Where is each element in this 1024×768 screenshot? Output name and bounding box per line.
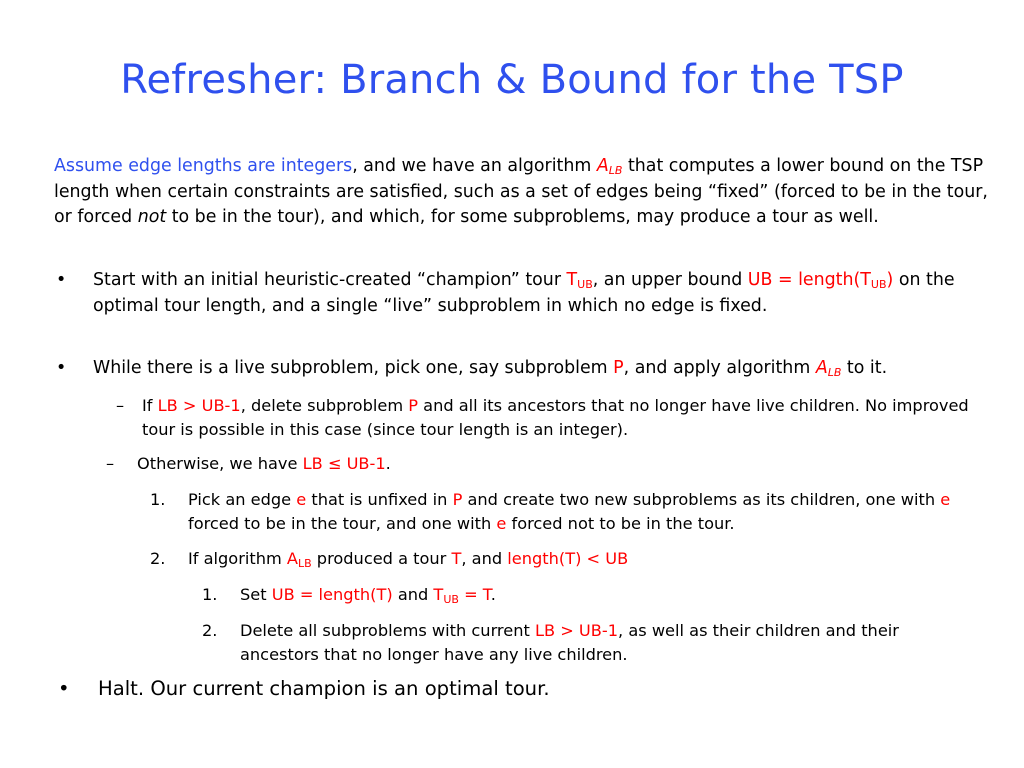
bullet-marker: •: [56, 270, 67, 290]
step-branch: [150, 488, 1000, 538]
substep-number: 2.: [202, 621, 218, 640]
case-text: If LB > UB-1, delete subproblem P and all its ancestors that no longer have live children. No improved tour is possible in this case (since tour length is an integer).: [142, 396, 969, 439]
substep-text: Delete all subproblems with current LB > UB-1, as well as their children and their ancestors that no longer have any live children.: [240, 621, 899, 664]
intro-paragraph: [54, 154, 1004, 231]
not-emphasis: not: [137, 207, 167, 227]
bullet-text: While there is a live subproblem, pick one, say subproblem P, and apply algorithm $A_{LB}$ to it.: [93, 358, 888, 379]
intro-text-3: to be in the tour), and which, for some subproblems, may produce a tour as well.: [166, 207, 879, 227]
substep-text: Set UB = length(T) and $T_{UB} = T$.: [240, 585, 496, 606]
prune-condition: LB > UB-1: [157, 396, 241, 415]
intro-text-2: that computes a lower bound on the TSP length when certain constraints are satisfied, such as a set of edges being “fixed” (forced to be in the tour, or forced: [54, 156, 988, 227]
bullet-text: Start with an initial heuristic-created “champion” tour $T_{UB}$, an upper bound UB = $length(T_{UB})$ on the optimal tour length, and a single “live” subproblem in which no edge is fixed.: [93, 270, 955, 316]
case-prune: [116, 394, 996, 444]
dash-marker: –: [106, 454, 115, 473]
edge-symbol: e: [940, 490, 951, 509]
update-champion: $T_{UB} = T$: [433, 585, 491, 606]
bullet-start: [56, 268, 1006, 348]
dash-marker: –: [116, 396, 125, 415]
integer-assumption: Assume edge lengths are integers: [54, 156, 353, 176]
subproblem-symbol: P: [613, 358, 624, 378]
prune-condition: LB > UB-1: [534, 621, 619, 640]
slide-title: Refresher: Branch & Bound for the TSP: [120, 57, 904, 103]
algorithm-symbol: $A_{LB}$: [815, 358, 842, 379]
bullet-halt: [58, 675, 958, 705]
improvement-condition: length(T) < UB: [507, 549, 629, 568]
substep-set-champion: [202, 583, 1002, 609]
edge-symbol: e: [496, 514, 507, 533]
case-text: Otherwise, we have LB ≤ UB-1.: [137, 454, 391, 473]
bullet-text: Halt. Our current champion is an optimal tour.: [98, 677, 550, 700]
step-number: 2.: [150, 549, 166, 568]
step-text: If algorithm $A_{LB}$ produced a tour T, and length(T) < UB: [188, 549, 629, 570]
bullet-marker: •: [56, 358, 67, 378]
subproblem-symbol: P: [408, 396, 418, 415]
intro-text-1: , and we have an algorithm: [352, 156, 597, 176]
substep-number: 1.: [202, 585, 218, 604]
algorithm-symbol: $A_{LB}$: [596, 156, 623, 177]
tour-symbol: T: [451, 549, 462, 568]
case-branch: [106, 452, 986, 478]
step-update: [150, 547, 1000, 573]
subproblem-symbol: P: [452, 490, 463, 509]
update-bound: UB = length(T): [271, 585, 393, 604]
champion-tour-symbol: $T_{UB}$: [566, 270, 593, 291]
substep-delete: [202, 619, 1002, 669]
upper-bound-definition: UB = $length(T_{UB})$: [747, 270, 894, 291]
algorithm-symbol: $A_{LB}$: [286, 549, 312, 570]
bullet-marker: •: [58, 677, 70, 700]
step-text: Pick an edge e that is unfixed in P and create two new subproblems as its children, one with e forced to be in the tour, and one with e forced not to be in the tour.: [188, 490, 951, 533]
step-number: 1.: [150, 490, 166, 509]
edge-symbol: e: [296, 490, 307, 509]
branch-condition: LB ≤ UB-1: [302, 454, 386, 473]
bullet-loop: [56, 356, 1006, 384]
